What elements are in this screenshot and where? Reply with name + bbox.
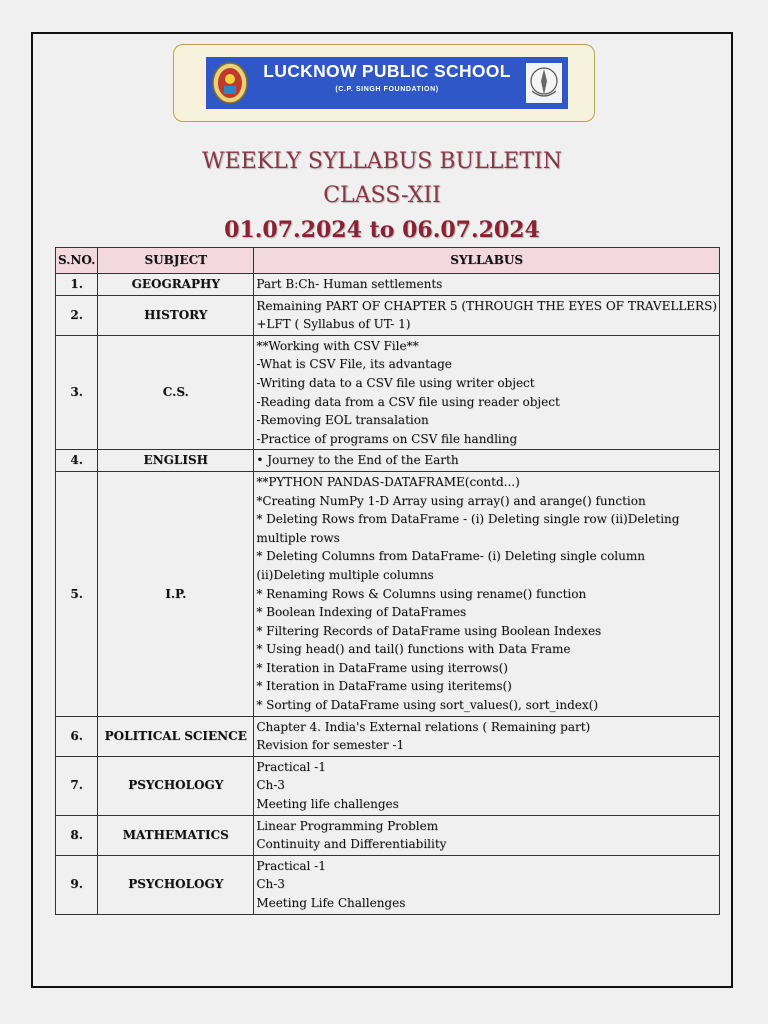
row-syllabus: [254, 756, 720, 815]
syllabus-line: • Journey to the End of the Earth: [256, 453, 459, 468]
syllabus-line: Revision for semester -1: [256, 738, 405, 753]
syllabus-table-body: [56, 274, 720, 915]
syllabus-table: [55, 247, 720, 915]
syllabus-line: **Working with CSV File**: [256, 338, 419, 353]
syllabus-line: Remaining PART OF CHAPTER 5 (THROUGH THE EYES OF TRAVELLERS): [256, 298, 717, 313]
syllabus-line: * Iteration in DataFrame using iteritems(): [256, 679, 512, 694]
syllabus-line: +LFT ( Syllabus of UT- 1): [256, 317, 411, 332]
row-subject: MATHEMATICS: [98, 815, 254, 855]
column-header-syllabus: SYLLABUS: [254, 248, 720, 274]
syllabus-line: Meeting Life Challenges: [256, 896, 406, 910]
date-range: 01.07.2024 to 06.07.2024: [224, 217, 540, 243]
syllabus-line: -Reading data from a CSV file using reader object: [256, 394, 560, 409]
school-logo: [173, 44, 595, 122]
syllabus-line: -Removing EOL transalation: [256, 413, 429, 428]
column-header-sno: S.NO.: [56, 248, 98, 274]
syllabus-line: * Filtering Records of DataFrame using Boolean Indexes: [256, 623, 602, 638]
logo-school-name: LUCKNOW PUBLIC SCHOOL: [263, 61, 511, 81]
table-row: [56, 450, 720, 472]
syllabus-line: Practical -1: [256, 858, 326, 873]
logo-banner: [206, 57, 568, 109]
row-sno: 5.: [56, 471, 98, 716]
row-subject: HISTORY: [98, 295, 254, 335]
table-row: [56, 855, 720, 914]
row-subject: I.P.: [98, 471, 254, 716]
syllabus-line: **PYTHON PANDAS-DATAFRAME(contd...): [256, 474, 520, 489]
syllabus-line: * Deleting Rows from DataFrame - (i) Deleting single row (ii)Deleting multiple rows: [256, 512, 680, 545]
syllabus-line: * Renaming Rows & Columns using rename() function: [256, 586, 587, 601]
syllabus-line: -What is CSV File, its advantage: [256, 357, 452, 372]
syllabus-line: * Iteration in DataFrame using iterrows(): [256, 660, 508, 675]
table-row: [56, 335, 720, 450]
row-syllabus: [254, 471, 720, 716]
syllabus-line: *Creating NumPy 1-D Array using array() and arange() function: [256, 493, 646, 508]
table-row: [56, 716, 720, 756]
row-subject: POLITICAL SCIENCE: [98, 716, 254, 756]
logo-foundation: (C.P. SINGH FOUNDATION): [335, 86, 439, 93]
syllabus-line: Ch-3: [256, 778, 285, 793]
table-header-row: [56, 248, 720, 274]
table-row: [56, 274, 720, 296]
syllabus-line: * Sorting of DataFrame using sort_values(), sort_index(): [256, 698, 599, 713]
syllabus-line: -Writing data to a CSV file using writer object: [256, 375, 535, 390]
table-row: [56, 471, 720, 716]
row-syllabus: [254, 815, 720, 855]
row-syllabus: [254, 855, 720, 914]
row-subject: PSYCHOLOGY: [98, 756, 254, 815]
bulletin-title: WEEKLY SYLLABUS BULLETIN: [202, 149, 562, 174]
page-frame: [31, 32, 733, 988]
column-header-subject: SUBJECT: [98, 248, 254, 274]
syllabus-line: * Deleting Columns from DataFrame- (i) Deleting single column (ii)Deleting multiple columns: [256, 549, 645, 582]
syllabus-line: Meeting life challenges: [256, 797, 399, 812]
row-sno: 6.: [56, 716, 98, 756]
syllabus-line: Continuity and Differentiability: [256, 837, 447, 852]
row-sno: 1.: [56, 274, 98, 296]
syllabus-line: Chapter 4. India's External relations ( Remaining part): [256, 719, 591, 734]
row-sno: 2.: [56, 295, 98, 335]
row-subject: GEOGRAPHY: [98, 274, 254, 296]
row-sno: 9.: [56, 855, 98, 914]
row-syllabus: [254, 274, 720, 296]
row-subject: C.S.: [98, 335, 254, 450]
torch-emblem-icon: [524, 61, 564, 105]
row-syllabus: [254, 295, 720, 335]
row-sno: 3.: [56, 335, 98, 450]
row-sno: 4.: [56, 450, 98, 472]
table-row: [56, 756, 720, 815]
row-sno: 7.: [56, 756, 98, 815]
row-syllabus: [254, 335, 720, 450]
class-label: CLASS-XII: [323, 183, 441, 208]
row-sno: 8.: [56, 815, 98, 855]
syllabus-line: Ch-3: [256, 877, 285, 892]
row-subject: PSYCHOLOGY: [98, 855, 254, 914]
syllabus-line: Practical -1: [256, 759, 326, 774]
syllabus-line: * Using head() and tail() functions with Data Frame: [256, 642, 571, 657]
row-syllabus: [254, 716, 720, 756]
table-row: [56, 295, 720, 335]
syllabus-line: -Practice of programs on CSV file handling: [256, 431, 518, 446]
table-row: [56, 815, 720, 855]
syllabus-line: Linear Programming Problem: [256, 818, 439, 833]
syllabus-line: Part B:Ch- Human settlements: [256, 277, 443, 291]
row-syllabus: [254, 450, 720, 472]
school-crest-icon: [210, 61, 250, 105]
row-subject: ENGLISH: [98, 450, 254, 472]
syllabus-line: * Boolean Indexing of DataFrames: [256, 605, 467, 620]
